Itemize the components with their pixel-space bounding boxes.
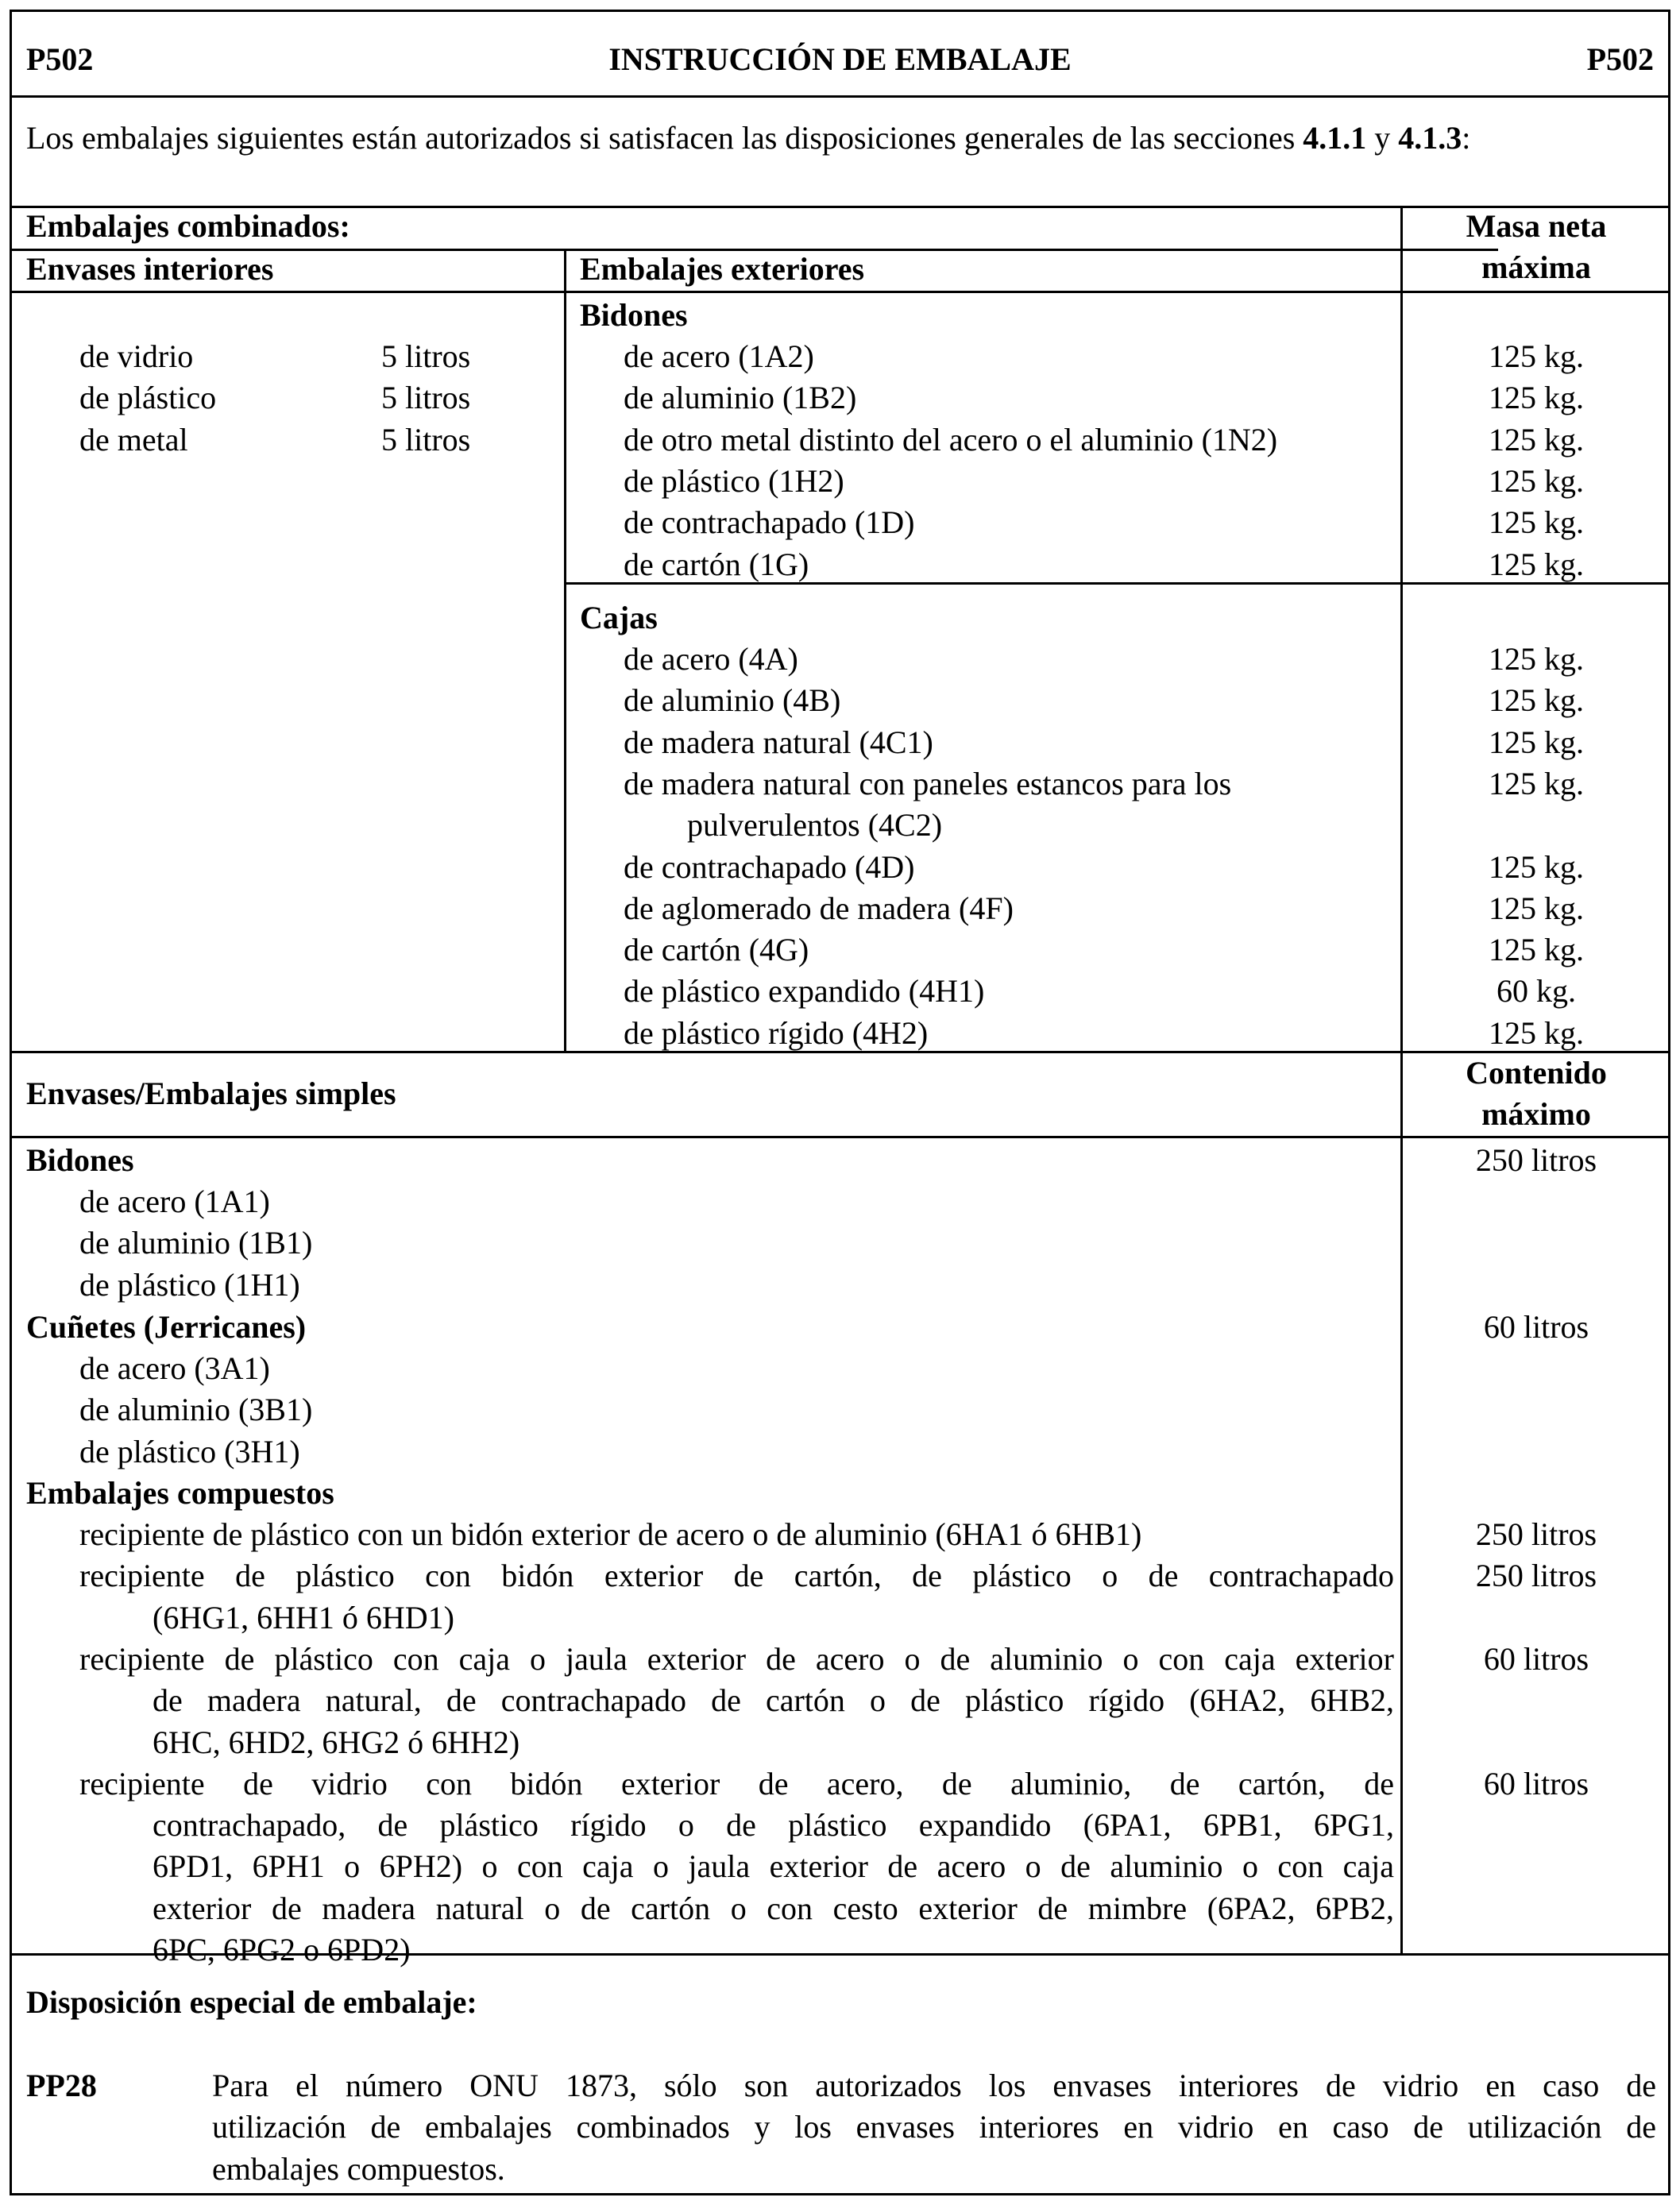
jerrican-item: de acero (3A1)	[79, 1350, 270, 1386]
composite-item-line: (6HG1, 6HH1 ó 6HD1)	[153, 1599, 454, 1635]
jerricans-content: 60 litros	[1483, 1309, 1589, 1345]
inner-packaging-qty: 5 litros	[381, 338, 471, 374]
code-right: P502	[1586, 41, 1654, 77]
composite-item-line: recipiente de plástico con bidón exterior de cartón, de plástico o de contrachapado	[79, 1558, 1394, 1594]
outer-box-mass: 125 kg.	[1489, 932, 1584, 968]
outer-drum-mass: 125 kg.	[1489, 546, 1584, 582]
outer-drum-mass: 125 kg.	[1489, 338, 1584, 374]
col-mass-header-2: máxima	[1481, 249, 1591, 285]
special-code: PP28	[26, 2068, 97, 2103]
col-content-header-2: máximo	[1481, 1096, 1591, 1132]
outer-drum-label: de otro metal distinto del acero o el aluminio (1N2)	[624, 421, 1278, 458]
outer-drum-label: de acero (1A2)	[624, 338, 814, 374]
outer-box-label: de contrachapado (4D)	[624, 848, 915, 885]
outer-box-mass: 125 kg.	[1489, 890, 1584, 926]
outer-drum-label: de cartón (1G)	[624, 546, 809, 582]
composite-item-line: exterior de madera natural o de cartón o con cesto exterior de mimbre (6PA2, 6PB2,	[153, 1890, 1394, 1926]
single-drums-heading: Bidones	[26, 1142, 134, 1178]
composite-item-line: de madera natural, de contrachapado de cartón o de plástico rígido (6HA2, 6HB2,	[153, 1682, 1394, 1719]
composite-heading: Embalajes compuestos	[26, 1475, 334, 1511]
outer-drum-mass: 125 kg.	[1489, 462, 1584, 499]
code-left: P502	[26, 41, 94, 77]
intro-ref1: 4.1.1	[1303, 120, 1367, 156]
composite-item-line: contrachapado, de plástico rígido o de plástico expandido (6PA1, 6PB1, 6PG1,	[153, 1807, 1394, 1844]
outer-box-label: de madera natural con paneles estancos para los	[624, 765, 1232, 801]
col-mass-header-1: Masa neta	[1466, 208, 1607, 244]
composite-content: 60 litros	[1483, 1765, 1589, 1801]
drums-heading: Bidones	[580, 297, 688, 333]
intro-text	[26, 118, 1656, 159]
special-text-line: utilización de embalajes combinados y los envases interiores en vidrio en caso de utilización de	[212, 2109, 1656, 2145]
outer-box-mass: 125 kg.	[1489, 848, 1584, 885]
intro-before: Los embalajes siguientes están autorizados si satisfacen las disposiciones generales de las secciones	[26, 120, 1303, 156]
special-text-line: Para el número ONU 1873, sólo son autorizados los envases interiores de vidrio en caso de	[212, 2068, 1656, 2103]
composite-item-line: recipiente de vidrio con bidón exterior de acero, de aluminio, de cartón, de	[79, 1765, 1394, 1801]
divider	[12, 1953, 1668, 1956]
composite-item-line: 6PD1, 6PH1 o 6PH2) o con caja o jaula exterior de acero o de aluminio o con caja	[153, 1848, 1394, 1885]
outer-box-label: de madera natural (4C1)	[624, 724, 933, 760]
composite-content: 250 litros	[1475, 1558, 1597, 1594]
inner-packaging-label: de metal	[79, 421, 188, 458]
col-inner-header: Envases interiores	[26, 251, 274, 287]
outer-box-label: de cartón (4G)	[624, 932, 809, 968]
divider	[564, 582, 1668, 585]
boxes-heading: Cajas	[580, 600, 658, 635]
intro-ref2: 4.1.3	[1398, 120, 1462, 156]
outer-box-mass: 125 kg.	[1489, 765, 1584, 801]
outer-drum-label: de contrachapado (1D)	[624, 504, 915, 541]
inner-packaging-label: de vidrio	[79, 338, 194, 374]
composite-item-line: recipiente de plástico con un bidón exterior de acero o de aluminio (6HA1 ó 6HB1)	[79, 1516, 1142, 1552]
divider	[12, 1136, 1668, 1138]
single-drum-item: de plástico (1H1)	[79, 1266, 300, 1303]
composite-content: 250 litros	[1475, 1516, 1597, 1552]
special-heading: Disposición especial de embalaje:	[26, 1984, 477, 2020]
divider	[564, 249, 566, 1051]
outer-box-label: de aglomerado de madera (4F)	[624, 890, 1014, 926]
composite-item-line: 6HC, 6HD2, 6HG2 ó 6HH2)	[153, 1724, 520, 1760]
special-text-line: embalajes compuestos.	[212, 2150, 505, 2187]
outer-drum-label: de aluminio (1B2)	[624, 380, 857, 416]
composite-item-line: recipiente de plástico con caja o jaula exterior de acero o de aluminio o con caja exterior	[79, 1640, 1394, 1677]
outer-box-mass: 125 kg.	[1489, 1014, 1584, 1051]
outer-box-label: de plástico rígido (4H2)	[624, 1014, 929, 1051]
divider	[12, 291, 1668, 293]
composite-item-line: 6PC, 6PG2 o 6PD2)	[153, 1932, 411, 1968]
inner-packaging-label: de plástico	[79, 380, 217, 416]
outer-box-label: de aluminio (4B)	[624, 682, 841, 719]
outer-drum-label: de plástico (1H2)	[624, 462, 844, 499]
outer-drum-mass: 125 kg.	[1489, 380, 1584, 416]
single-drum-item: de aluminio (1B1)	[79, 1225, 313, 1261]
intro-after: :	[1462, 120, 1471, 156]
jerrican-item: de plástico (3H1)	[79, 1433, 300, 1469]
col-content-header-1: Contenido	[1466, 1055, 1607, 1091]
packing-instruction-document	[10, 10, 1670, 2195]
outer-box-label-cont: pulverulentos (4C2)	[687, 807, 943, 844]
outer-drum-mass: 125 kg.	[1489, 421, 1584, 458]
col-outer-header: Embalajes exteriores	[580, 251, 865, 287]
composite-content: 60 litros	[1483, 1640, 1589, 1677]
outer-box-mass: 125 kg.	[1489, 724, 1584, 760]
intro-between: y	[1366, 120, 1399, 156]
combined-heading: Embalajes combinados:	[26, 208, 350, 244]
outer-box-label: de acero (4A)	[624, 641, 798, 677]
jerrican-item: de aluminio (3B1)	[79, 1392, 313, 1428]
outer-box-mass: 125 kg.	[1489, 641, 1584, 677]
divider	[12, 95, 1668, 98]
single-drum-item: de acero (1A1)	[79, 1184, 270, 1219]
outer-box-mass: 125 kg.	[1489, 682, 1584, 719]
inner-packaging-qty: 5 litros	[381, 380, 471, 416]
outer-drum-mass: 125 kg.	[1489, 504, 1584, 541]
inner-packaging-qty: 5 litros	[381, 421, 471, 458]
single-drums-content: 250 litros	[1475, 1142, 1597, 1178]
jerricans-heading: Cuñetes (Jerricanes)	[26, 1309, 307, 1345]
single-heading: Envases/Embalajes simples	[26, 1075, 396, 1111]
outer-box-mass: 60 kg.	[1497, 973, 1576, 1010]
outer-box-label: de plástico expandido (4H1)	[624, 973, 985, 1010]
page-title: INSTRUCCIÓN DE EMBALAJE	[608, 41, 1072, 77]
